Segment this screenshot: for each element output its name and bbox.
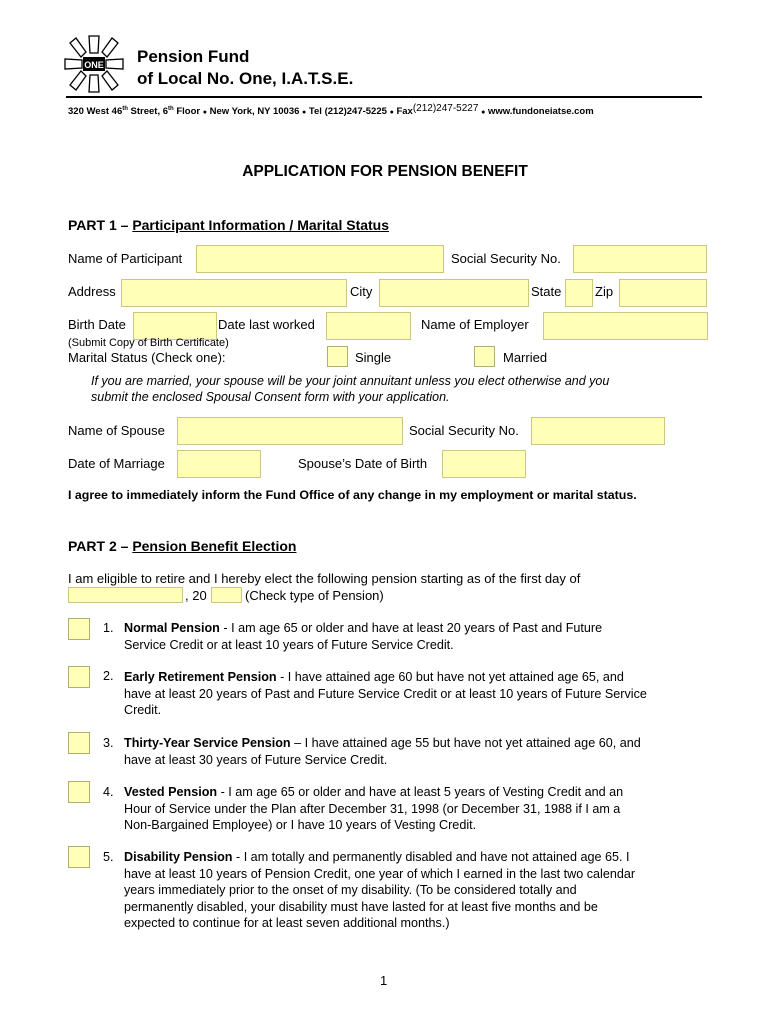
spouse-dob-label: Spouse’s Date of Birth [298,456,428,471]
iatse-logo [62,33,126,95]
ssn-label: Social Security No. [451,251,561,266]
year-prefix: , 20 [185,588,207,603]
page-title: APPLICATION FOR PENSION BENEFIT [242,163,528,180]
married-label: Married [503,350,548,365]
agree-statement: I agree to immediately inform the Fund Office of any change in my employment or marital status. [68,488,637,502]
part1-heading: PART 1 – Participant Information / Marital Status [68,217,390,233]
spouse-ssn-label: Social Security No. [409,423,519,438]
option-number: 2. [103,669,114,683]
married-note-line2: submit the enclosed Spousal Consent form with your application. [91,390,450,404]
employer-field[interactable] [543,312,708,340]
start-date-field[interactable] [68,587,183,603]
part2-heading: PART 2 – Pension Benefit Election [68,538,297,554]
normal-pension-text: Normal Pension - I am age 65 or older and have at least 20 years of Past and Future Service Credit or at least 10 years of Future Service Credit. [124,621,603,652]
single-label: Single [355,350,392,365]
participant-name-label: Name of Participant [68,251,183,266]
ssn-field[interactable] [573,245,707,273]
birth-cert-note: (Submit Copy of Birth Certificate) [68,337,229,349]
city-field[interactable] [379,279,529,307]
logo-text: ONE [84,60,104,70]
disability-pension-text: Disability Pension - I am totally and permanently disabled and have not attained age 65. I have at least 10 years of Pension Credit, one year of which I earned in the last two calendar years immediately prior to the onset of my disability. (To be considered totally and permanently disabled, your disability must have lasted for at least five months and be expected to continue for at least seven additional months.) [124,850,636,930]
vested-pension-text: Vested Pension - I am age 65 or older and have at least 5 years of Vesting Credit and an Hour of Service under the Plan after December 31, 1998 (or December 31, 1988 if I am a Non-Bargained Employee) or I have 10 years of Vesting Credit. [124,785,624,832]
married-checkbox[interactable] [474,346,495,367]
start-year-field[interactable] [211,587,242,603]
thirty-year-text: Thirty-Year Service Pension – I have attained age 55 but have not yet attained age 60, and have at least 30 years of Future Service Credit. [124,736,641,767]
employer-label: Name of Employer [421,317,529,332]
married-note-line1: If you are married, your spouse will be your joint annuitant unless you elect otherwise and you [91,374,610,388]
org-name-line2: of Local No. One, I.A.T.S.E. [137,69,354,88]
thirty-year-checkbox[interactable] [68,732,90,754]
state-field[interactable] [565,279,593,307]
normal-pension-checkbox[interactable] [68,618,90,640]
spouse-name-label: Name of Spouse [68,423,165,438]
address-label: Address [68,284,116,299]
address-field[interactable] [121,279,347,307]
marriage-date-field[interactable] [177,450,261,478]
disability-pension-checkbox[interactable] [68,846,90,868]
header-rule [66,96,702,98]
option-number: 1. [103,621,114,635]
participant-name-field[interactable] [196,245,444,273]
option-number: 5. [103,850,114,864]
address-line: 320 West 46th Street, 6th Floor ● New York, NY 10036 ● Tel (212)247-5225 ● Fax(212)247-5227 ● www.fundoneiatse.com [68,103,594,118]
birth-date-field[interactable] [133,312,217,340]
zip-field[interactable] [619,279,707,307]
date-last-worked-field[interactable] [326,312,411,340]
single-checkbox[interactable] [327,346,348,367]
option-number: 3. [103,736,114,750]
zip-label: Zip [595,284,614,299]
org-name-line1: Pension Fund [137,47,250,66]
spouse-dob-field[interactable] [442,450,526,478]
page-number: 1 [380,973,388,988]
date-last-worked-label: Date last worked [218,317,315,332]
eligibility-intro: I am eligible to retire and I hereby elect the following pension starting as of the first day of [68,571,581,586]
early-retirement-text: Early Retirement Pension - I have attained age 60 but have not yet attained age 65, and have at least 20 years of Past and Future Service Credit or at least 10 years of Future Service Credit. [124,670,647,717]
birth-date-label: Birth Date [68,317,126,332]
check-type-note: (Check type of Pension) [245,588,384,603]
marital-status-label: Marital Status (Check one): [68,350,226,365]
marriage-date-label: Date of Marriage [68,456,165,471]
spouse-ssn-field[interactable] [531,417,665,445]
city-label: City [350,284,373,299]
spouse-name-field[interactable] [177,417,403,445]
vested-pension-checkbox[interactable] [68,781,90,803]
early-retirement-checkbox[interactable] [68,666,90,688]
state-label: State [531,284,562,299]
option-number: 4. [103,785,114,799]
